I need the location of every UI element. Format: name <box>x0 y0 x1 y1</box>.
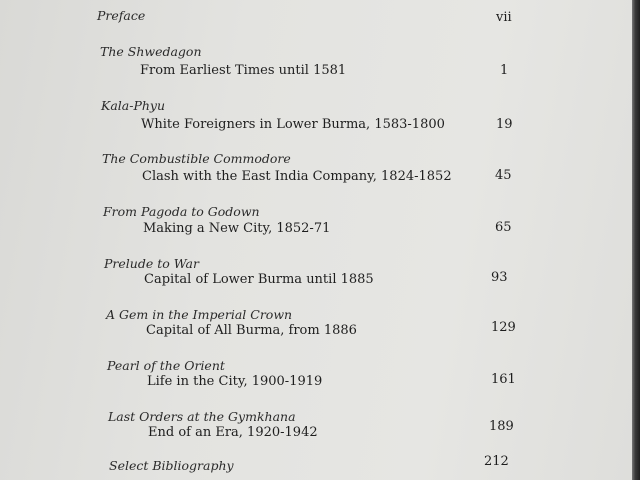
toc-entry-title: Last Orders at the Gymkhana <box>108 409 296 424</box>
toc-entry-title: A Gem in the Imperial Crown <box>106 307 293 322</box>
toc-entry-subtitle: Life in the City, 1900-1919 <box>147 374 323 389</box>
toc-entry-page: 212 <box>484 454 509 469</box>
toc-entry-subtitle: End of an Era, 1920-1942 <box>148 425 318 440</box>
toc-entry-subtitle: From Earliest Times until 1581 <box>140 63 347 78</box>
toc-entry-page: vii <box>496 10 512 25</box>
toc-entry-page: 189 <box>489 419 514 434</box>
toc-entry-title: From Pagoda to Godown <box>103 204 260 219</box>
toc-entry-title: Prelude to War <box>104 256 199 271</box>
toc-entry-page: 1 <box>500 63 509 78</box>
toc-entry-subtitle: Capital of Lower Burma until 1885 <box>144 272 374 287</box>
toc-entry-title: The Combustible Commodore <box>102 151 291 166</box>
toc-entry-page: 93 <box>491 270 508 285</box>
toc-entry-title: Select Bibliography <box>109 458 234 473</box>
book-edge-shadow <box>632 0 640 480</box>
toc-entry-title: Kala-Phyu <box>101 98 166 113</box>
toc-entry-page: 161 <box>491 372 516 387</box>
toc-entry-subtitle: White Foreigners in Lower Burma, 1583-1800 <box>141 117 445 132</box>
toc-entry-subtitle: Clash with the East India Company, 1824-1852 <box>142 169 452 184</box>
toc-entry-title: Pearl of the Orient <box>107 358 225 373</box>
toc-entry-page: 129 <box>491 320 516 335</box>
toc-entry-subtitle: Making a New City, 1852-71 <box>143 221 331 236</box>
toc-entry-subtitle: Capital of All Burma, from 1886 <box>146 323 357 338</box>
toc-entry-page: 65 <box>495 220 512 235</box>
toc-entry-page: 45 <box>495 168 512 183</box>
toc-entry-title: Preface <box>97 8 146 23</box>
toc-entry-page: 19 <box>496 117 513 132</box>
toc-entry-title: The Shwedagon <box>100 44 202 59</box>
